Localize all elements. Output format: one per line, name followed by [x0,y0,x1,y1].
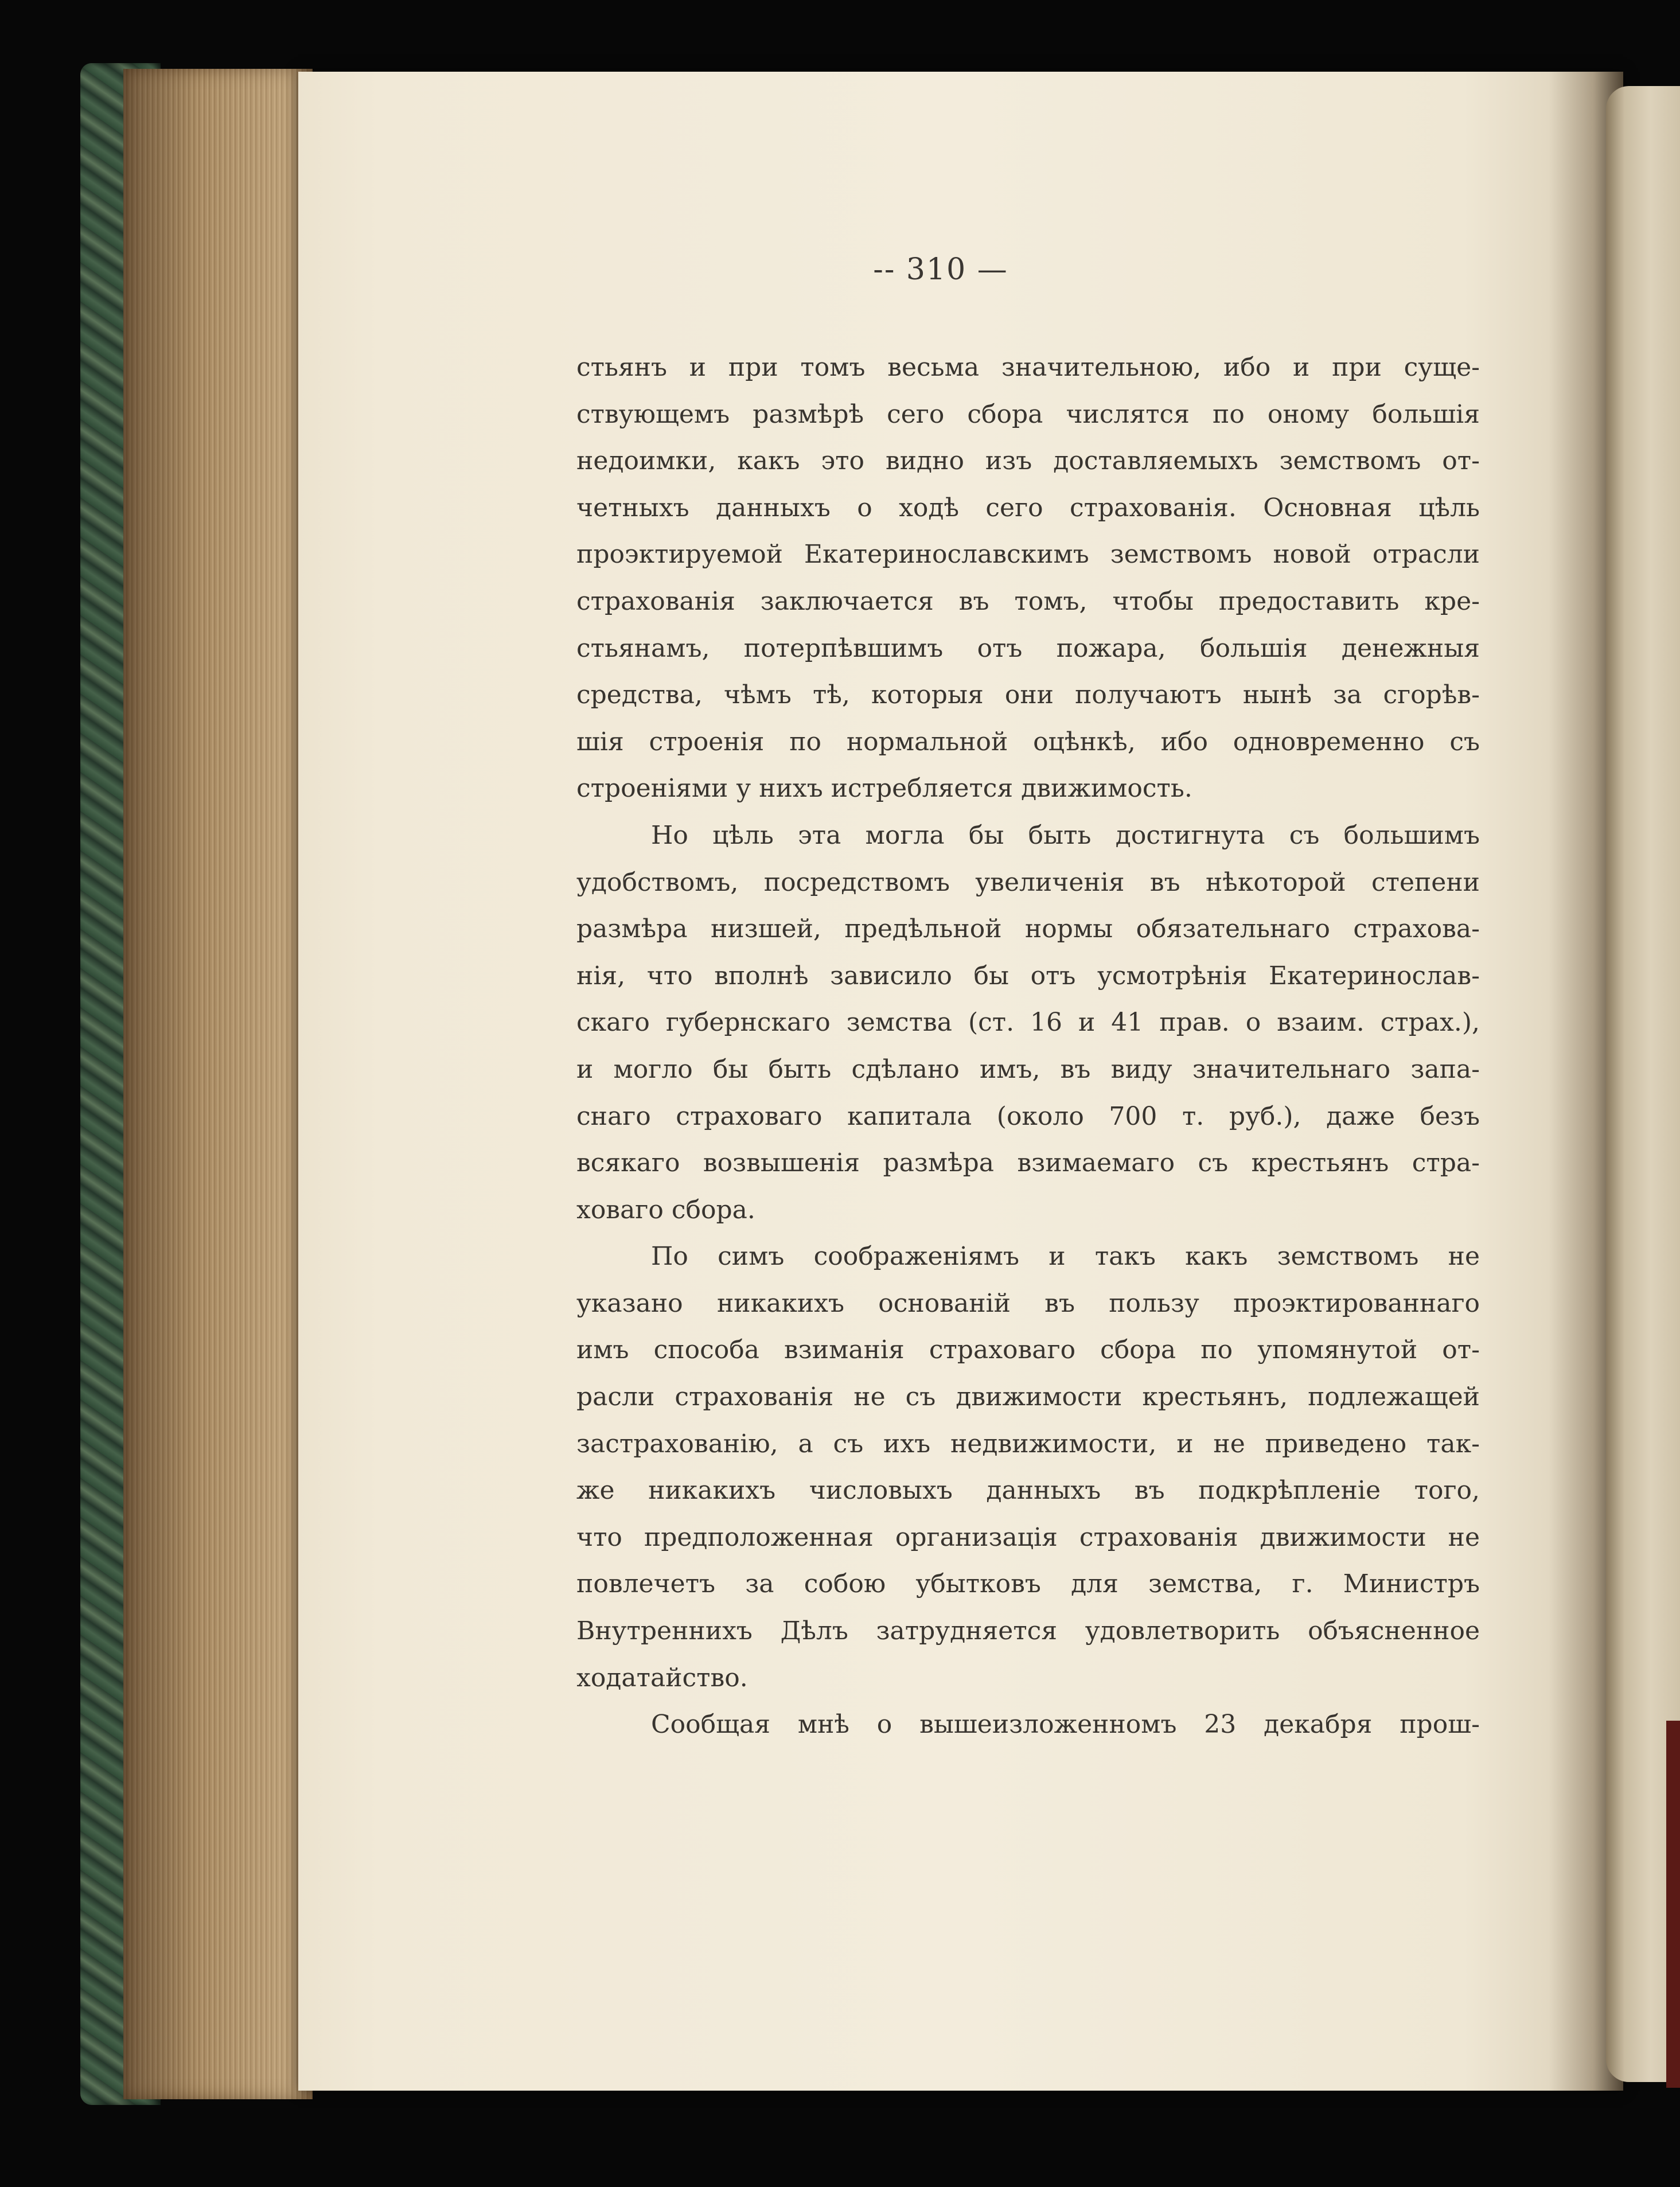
text-line: имъ способа взиманія страховаго сбора по упомянутой от- [576,1335,1480,1365]
text-line: проэктируемой Екатеринославскимъ земствомъ новой отрасли [576,540,1480,570]
text-line: ствующемъ размѣрѣ сего сбора числятся по оному большія [576,399,1480,429]
text-line: застрахованію, а съ ихъ недвижимости, и не приведено так- [576,1429,1480,1459]
body-text [576,344,1480,1748]
text-line: нія, что вполнѣ зависило бы отъ усмотрѣнія Екатеринослав- [576,961,1480,991]
text-line: всякаго возвышенія размѣра взимаемаго съ крестьянъ стра- [576,1148,1480,1178]
text-line: ховаго сбора. [576,1195,755,1225]
text-line: же никакихъ числовыхъ данныхъ въ подкрѣпленіе того, [576,1476,1480,1506]
text-line: По симъ соображеніямъ и такъ какъ земствомъ не [651,1242,1480,1272]
text-line: повлечетъ за собою убытковъ для земства, г. Министръ [576,1569,1480,1599]
text-line: расли страхованія не съ движимости крестьянъ, подлежащей [576,1382,1480,1412]
text-line: стьянъ и при томъ весьма значительною, ибо и при суще- [576,353,1480,382]
facing-page-edge [1666,1721,1680,2088]
text-line: страхованія заключается въ томъ, чтобы предоставить кре- [576,586,1480,616]
text-line: ходатайство. [576,1663,748,1693]
text-line: средства, чѣмъ тѣ, которыя они получаютъ нынѣ за сгорѣв- [576,680,1480,710]
text-line: строеніями у нихъ истребляется движимость. [576,774,1192,804]
text-line: четныхъ данныхъ о ходѣ сего страхованія. Основная цѣль [576,493,1480,523]
text-line: что предположенная организація страхованія движимости не [576,1522,1480,1552]
text-line: удобствомъ, посредствомъ увеличенія въ нѣкоторой степени [576,867,1480,897]
page-block-shade [123,69,313,2099]
text-line: недоимки, какъ это видно изъ доставляемыхъ земствомъ от- [576,446,1480,476]
text-line: стьянамъ, потерпѣвшимъ отъ пожара, большія денежныя [576,633,1480,663]
text-line: снаго страховаго капитала (около 700 т. руб.), даже безъ [576,1101,1480,1131]
text-line: шія строенія по нормальной оцѣнкѣ, ибо одновременно съ [576,727,1480,757]
page-number: -- 310 — [873,252,1008,287]
text-line: и могло бы быть сдѣлано имъ, въ виду значительнаго запа- [576,1054,1480,1084]
text-line: Сообщая мнѣ о вышеизложенномъ 23 декабря прош- [651,1710,1480,1740]
text-line: скаго губернскаго земства (ст. 16 и 41 прав. о взаим. страх.), [576,1008,1480,1038]
text-line: указано никакихъ основаній въ пользу проэктированнаго [576,1288,1480,1318]
text-line: Внутреннихъ Дѣлъ затрудняется удовлетворить объясненное [576,1616,1480,1646]
text-line: Но цѣль эта могла бы быть достигнута съ большимъ [651,820,1480,850]
text-line: размѣра низшей, предѣльной нормы обязательнаго страхова- [576,914,1480,944]
